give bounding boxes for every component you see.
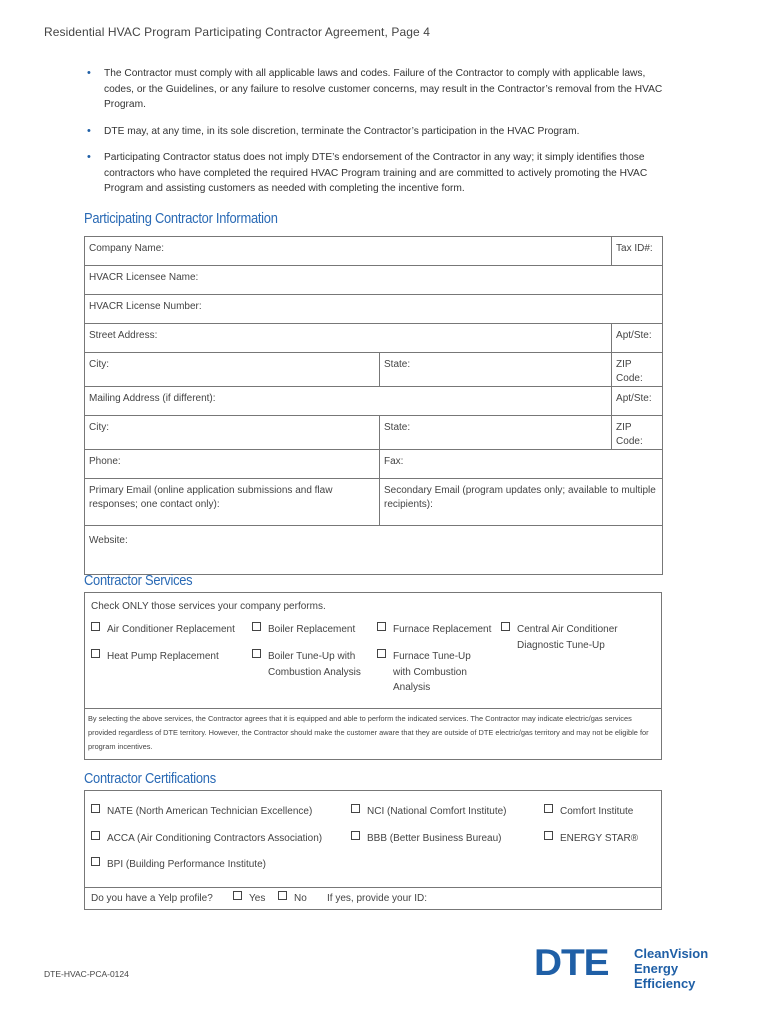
- checkbox-icon[interactable]: [233, 891, 242, 900]
- licensee-name-label: HVACR Licensee Name:: [89, 272, 199, 283]
- apt-ste-label: Apt/Ste:: [616, 330, 652, 341]
- fax-field[interactable]: [380, 450, 663, 479]
- yelp-no[interactable]: No: [278, 891, 307, 907]
- cert-comfort-institute[interactable]: Comfort Institute: [544, 804, 633, 820]
- checkbox-icon[interactable]: [377, 622, 386, 631]
- mailing-zip-field[interactable]: [612, 416, 663, 450]
- mailing-apt-ste-field[interactable]: [612, 387, 663, 416]
- checkbox-icon[interactable]: [91, 831, 100, 840]
- checkbox-icon[interactable]: [351, 804, 360, 813]
- street-address-field[interactable]: [85, 324, 612, 353]
- yelp-question: Do you have a Yelp profile?: [91, 893, 213, 904]
- list-item: • The Contractor must comply with all applicable laws and codes. Failure of the Contractor to comply with applicable laws, codes, or the Guidelines, or any failure to resolve customer concerns, may result in the Contractor’s removal from the HVAC Program.: [84, 66, 664, 113]
- street-address-label: Street Address:: [89, 330, 158, 341]
- checkbox-icon[interactable]: [278, 891, 287, 900]
- list-item: • DTE may, at any time, in its sole discretion, terminate the Contractor’s participation in the HVAC Program.: [84, 124, 664, 140]
- certifications-box: [84, 790, 662, 910]
- services-box: [84, 592, 662, 760]
- secondary-email-field[interactable]: [380, 479, 663, 526]
- license-number-field[interactable]: [85, 295, 663, 324]
- cert-bpi[interactable]: BPI (Building Performance Institute): [91, 857, 266, 873]
- service-furnace-replacement[interactable]: Furnace Replacement: [377, 622, 491, 638]
- certifications-section-title: Contractor Certifications: [84, 770, 216, 787]
- city-label: City:: [89, 359, 109, 370]
- checkbox-icon[interactable]: [91, 622, 100, 631]
- service-heat-pump-replacement[interactable]: Heat Pump Replacement: [91, 649, 219, 665]
- checkbox-icon[interactable]: [501, 622, 510, 631]
- checkbox-icon[interactable]: [351, 831, 360, 840]
- primary-email-label: Primary Email (online application submissions and flaw responses; one contact only):: [89, 485, 333, 510]
- page-header: Residential HVAC Program Participating Contractor Agreement, Page 4: [44, 25, 430, 39]
- mailing-state-label: State:: [384, 422, 411, 433]
- dte-logo: [534, 942, 734, 991]
- service-furnace-tuneup[interactable]: Furnace Tune-Up with Combustion Analysis: [377, 649, 475, 696]
- checkbox-icon[interactable]: [91, 649, 100, 658]
- tax-id-label: Tax ID#:: [616, 243, 653, 254]
- checkbox-icon[interactable]: [377, 649, 386, 658]
- state-field[interactable]: [380, 353, 612, 387]
- phone-field[interactable]: [85, 450, 380, 479]
- services-intro: Check ONLY those services your company performs.: [91, 601, 326, 612]
- mailing-apt-ste-label: Apt/Ste:: [616, 393, 652, 404]
- dte-logo-mark: DTE: [534, 942, 609, 983]
- cert-nci[interactable]: NCI (National Comfort Institute): [351, 804, 507, 820]
- service-boiler-replacement[interactable]: Boiler Replacement: [252, 622, 355, 638]
- company-name-field[interactable]: [85, 237, 612, 266]
- form-code: DTE-HVAC-PCA-0124: [44, 969, 129, 979]
- mailing-address-field[interactable]: [85, 387, 612, 416]
- license-number-label: HVACR License Number:: [89, 301, 202, 312]
- mailing-address-label: Mailing Address (if different):: [89, 393, 216, 404]
- website-label: Website:: [89, 535, 128, 546]
- state-label: State:: [384, 359, 411, 370]
- apt-ste-field[interactable]: [612, 324, 663, 353]
- secondary-email-label: Secondary Email (program updates only; available to multiple recipients):: [384, 485, 656, 510]
- city-field[interactable]: [85, 353, 380, 387]
- zip-label: ZIP Code:: [616, 359, 643, 384]
- mailing-city-label: City:: [89, 422, 109, 433]
- mailing-zip-label: ZIP Code:: [616, 422, 643, 447]
- checkbox-icon[interactable]: [91, 804, 100, 813]
- checkbox-icon[interactable]: [544, 804, 553, 813]
- logo-line2: Energy Efficiency: [634, 961, 696, 991]
- cert-acca[interactable]: ACCA (Air Conditioning Contractors Association): [91, 831, 322, 847]
- logo-tagline: [634, 946, 734, 991]
- cert-bbb[interactable]: BBB (Better Business Bureau): [351, 831, 502, 847]
- cert-energy-star[interactable]: ENERGY STAR®: [544, 831, 638, 847]
- phone-label: Phone:: [89, 456, 121, 467]
- mailing-state-field[interactable]: [380, 416, 612, 450]
- list-item: • Participating Contractor status does not imply DTE’s endorsement of the Contractor in any way; it simply identifies those contractors who have completed the required HVAC Program training and are committed to actively promoting the HVAC Program and assisting customers as needed with completing the incentive form.: [84, 150, 664, 197]
- yelp-id-field[interactable]: If yes, provide your ID:: [327, 893, 428, 904]
- info-section-title: Participating Contractor Information: [84, 210, 278, 227]
- logo-line1: CleanVision: [634, 946, 709, 961]
- primary-email-field[interactable]: [85, 479, 380, 526]
- service-boiler-tuneup[interactable]: Boiler Tune-Up with Combustion Analysis: [252, 649, 368, 680]
- terms-list: [84, 66, 664, 208]
- services-section-title: Contractor Services: [84, 572, 193, 589]
- contractor-info-table: [84, 236, 663, 575]
- tax-id-field[interactable]: [612, 237, 663, 266]
- mailing-city-field[interactable]: [85, 416, 380, 450]
- service-ac-replacement[interactable]: Air Conditioner Replacement: [91, 622, 235, 638]
- checkbox-icon[interactable]: [252, 649, 261, 658]
- company-name-label: Company Name:: [89, 243, 165, 254]
- fax-label: Fax:: [384, 456, 404, 467]
- cert-nate[interactable]: NATE (North American Technician Excellence): [91, 804, 312, 820]
- service-central-ac-tuneup[interactable]: Central Air Conditioner Diagnostic Tune-Up: [501, 622, 637, 653]
- zip-field[interactable]: [612, 353, 663, 387]
- checkbox-icon[interactable]: [544, 831, 553, 840]
- licensee-name-field[interactable]: [85, 266, 663, 295]
- website-field[interactable]: [85, 526, 663, 575]
- yelp-row: [85, 887, 661, 910]
- yelp-yes[interactable]: Yes: [233, 891, 265, 907]
- checkbox-icon[interactable]: [91, 857, 100, 866]
- checkbox-icon[interactable]: [252, 622, 261, 631]
- services-disclaimer: By selecting the above services, the Contractor agrees that it is equipped and able to perform the indicated services. The Contractor may indicate electric/gas services provided regardless of DTE territory. However, the Contractor should make the customer aware that they are outside of DTE electric/gas territory and may not be eligible for program incentives.: [85, 708, 661, 754]
